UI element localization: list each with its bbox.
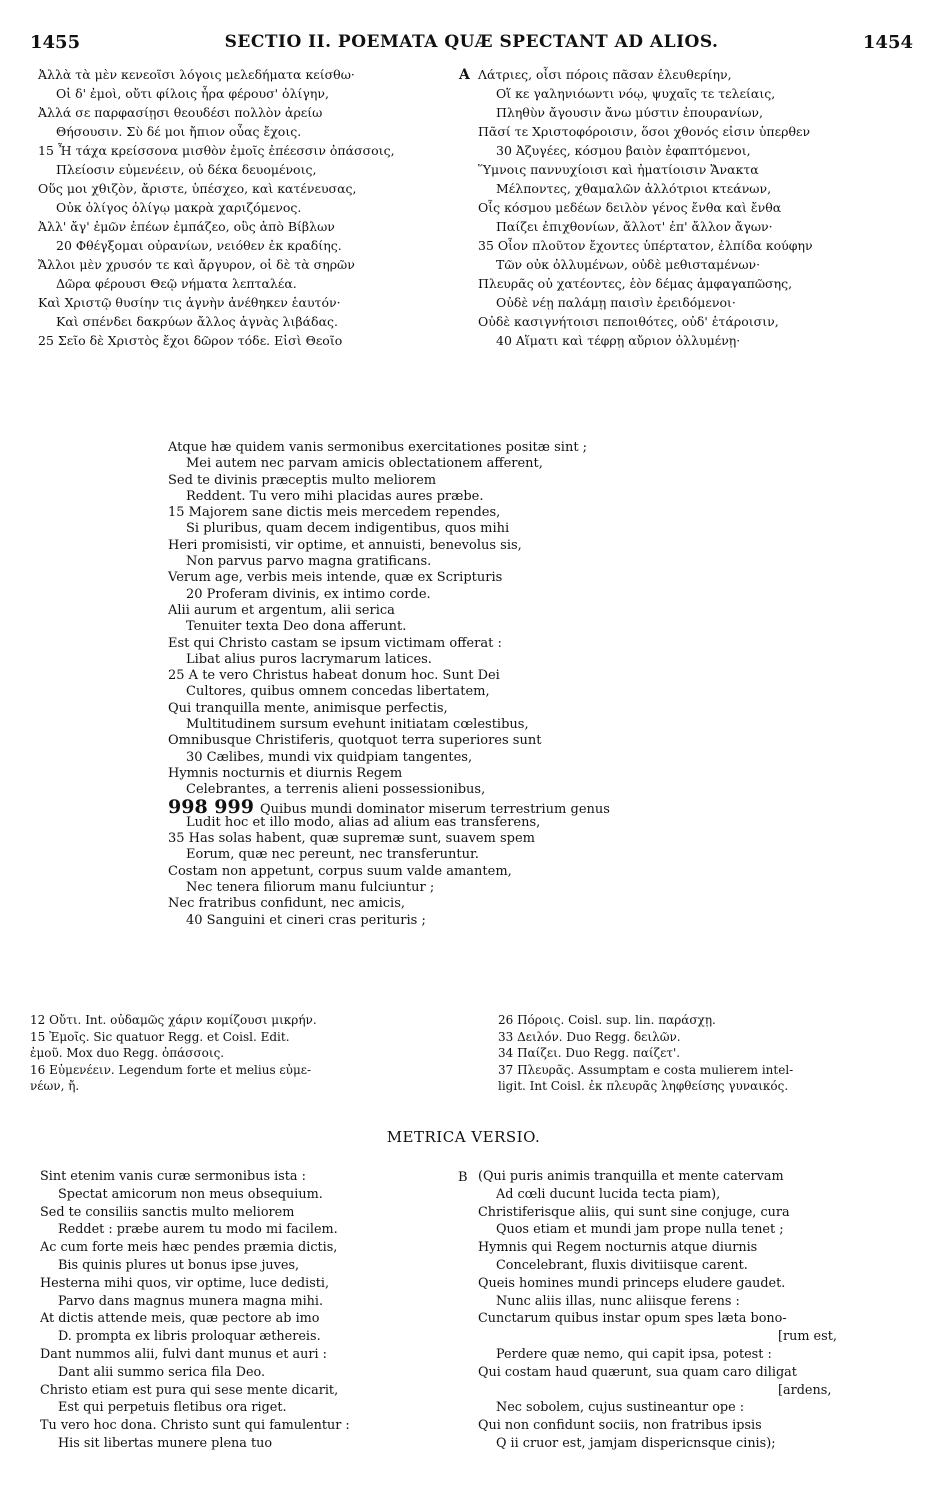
greek-verse-line: Πληθὺν ἄγουσιν ἄνω μύστιν ἐπουρανίων,: [496, 105, 764, 120]
latin-verse-line: 25 A te vero Christus habeat donum hoc. Sunt Dei: [168, 668, 500, 684]
greek-verse-line: Καὶ Χριστῷ θυσίην τις ἁγνὴν ἀνέθηκεν ἑαυτόν·: [38, 295, 341, 310]
footnote-line: 15 Ἐμοῖς. Sic quatuor Regg. et Coisl. Edit.: [30, 1029, 290, 1044]
metrica-verse-line: Nunc aliis illas, nunc aliisque ferens :: [496, 1293, 740, 1309]
page-number-right: 1454: [862, 32, 913, 53]
footnote-line: 26 Πόροις. Coisl. sup. lin. παράσχῃ.: [498, 1013, 716, 1027]
footnote-line: 16 Εὐμενέειν. Legendum forte et melius εὐμε-: [30, 1062, 312, 1077]
metrica-verse-line: [rum est,: [778, 1329, 837, 1345]
metrica-verse-line: Queis homines mundi princeps eludere gaudet.: [478, 1275, 786, 1291]
page-number-left: 1455: [30, 32, 81, 53]
metrica-verse-line: [ardens,: [778, 1382, 832, 1398]
latin-verse-line: Costam non appetunt, corpus suum valde amantem,: [168, 863, 512, 879]
latin-verse-line: 20 Proferam divinis, ex intimo corde.: [186, 586, 431, 602]
latin-verse-line: 30 Cælibes, mundi vix quidpiam tangentes,: [186, 749, 473, 765]
metrica-verse-line: Est qui perpetuis fletibus ora riget.: [58, 1400, 287, 1416]
latin-verse-line: Mei autem nec parvam amicis oblectationem afferent,: [186, 456, 543, 472]
metrica-verse-line: Cunctarum quibus instar opum spes læta bono-: [478, 1311, 787, 1327]
greek-verse-line: Ἄλλοι μὲν χρυσόν τε καὶ ἄργυρον, οἱ δὲ τὰ σηρῶν: [38, 257, 355, 272]
column-marker-a: A: [459, 67, 470, 83]
latin-verse-line: 40 Sanguini et cineri cras perituris ;: [186, 912, 426, 928]
metrica-verse-line: Concelebrant, fluxis divitiisque carent.: [496, 1257, 748, 1273]
greek-verse-line: Ἀλλά σε παρφασίῃσι θεουδέσι πολλὸν ἀρείω: [38, 105, 323, 120]
metrica-verse-line: (Qui puris animis tranquilla et mente catervam: [478, 1169, 784, 1184]
metrica-verse-line: Christo etiam est pura qui sese mente dicarit,: [40, 1382, 339, 1398]
footnotes-right: [498, 1012, 918, 1095]
metrica-verse-line: Dant alii summo serica fila Deo.: [58, 1364, 266, 1380]
greek-verse-line: 35 Οἶον πλοῦτον ἔχοντες ὑπέρτατον, ἐλπίδα κούφην: [478, 238, 813, 253]
metrica-verse-line: Qui costam haud quærunt, sua quam caro diligat: [478, 1364, 797, 1380]
metrica-verse-line: Sed te consiliis sanctis multo meliorem: [40, 1204, 295, 1220]
greek-verse-line: Οὕς μοι χθιζὸν, ἄριστε, ὑπέσχεο, καὶ κατένευσας,: [38, 181, 357, 196]
greek-verse-line: 20 Φθέγξομαι οὐρανίων, νειόθεν ἐκ κραδίης.: [56, 238, 342, 253]
latin-verse-line: 15 Majorem sane dictis meis mercedem rependes,: [168, 505, 501, 521]
metrica-verse-line: Nec sobolem, cujus sustineantur ope :: [496, 1400, 745, 1416]
metrica-verse-line: Hymnis qui Regem nocturnis atque diurnis: [478, 1240, 758, 1256]
metrica-verse-line: Tu vero hoc dona. Christo sunt qui famulentur :: [40, 1418, 350, 1434]
footnote-line: ἐμοῦ. Mox duo Regg. ὀπάσσοις.: [30, 1046, 225, 1060]
footnote-line: νέων, ἤ.: [30, 1079, 80, 1093]
latin-verse-line: Hymnis nocturnis et diurnis Regem: [168, 765, 403, 781]
column-marker-b: B: [458, 1170, 468, 1185]
metrica-verse-line: D. prompta ex libris proloquar æthereis.: [58, 1329, 321, 1345]
latin-verse-line: Atque hæ quidem vanis sermonibus exercitationes positæ sint ;: [168, 440, 588, 455]
metrica-verse-line: Perdere quæ nemo, qui capit ipsa, potest :: [496, 1346, 772, 1362]
latin-verse-line: Si pluribus, quam decem indigentibus, quos mihi: [186, 521, 510, 537]
footnote-line: ligit. Int Coisl. ἐκ πλευρᾶς ληφθείσης γυναικός.: [498, 1079, 789, 1093]
latin-verse-line: Libat alius puros lacrymarum latices.: [186, 651, 432, 667]
footnote-line: 33 Δειλόν. Duo Regg. δειλῶν.: [498, 1029, 681, 1044]
metrica-verse-line: Dant nummos alii, fulvi dant munus et auri :: [40, 1346, 327, 1362]
greek-verse-line: Πλευρᾶς οὐ χατέοντες, ἑὸν δέμας ἀμφαγαπῶσης,: [478, 276, 793, 291]
section-title: SECTIO II. POEMATA QUÆ SPECTANT AD ALIOS.: [224, 32, 719, 52]
greek-verse-line: Οἱ δ' ἐμοὶ, οὔτι φίλοις ἦρα φέρουσ' ὀλίγην,: [56, 86, 329, 101]
greek-verse-line: Οὐδὲ κασιγνήτοισι πεποιθότες, οὐδ' ἑτάροισιν,: [478, 314, 779, 329]
greek-verse-line: Τῶν οὐκ ὀλλυμένων, οὐδὲ μεθισταμένων·: [496, 257, 761, 272]
footnote-line: 34 Παίζει. Duo Regg. παίζετ'.: [498, 1046, 681, 1060]
greek-verse-line: Οἵ κε γαληνιόωντι νόῳ, ψυχαῖς τε τελείαις,: [496, 86, 776, 101]
greek-verse-line: Οἷς κόσμου μεδέων δειλὸν γένος ἔνθα καὶ ἔνθα: [478, 200, 782, 215]
greek-verse-line: Δῶρα φέρουσι Θεῷ νήματα λεπταλέα.: [56, 276, 297, 291]
metrica-verse-line: Ad cœli ducunt lucida tecta piam),: [496, 1186, 721, 1202]
greek-verse-line: 40 Αἵματι καὶ τέφρῃ αὔριον ὀλλυμένῃ·: [496, 333, 741, 348]
latin-verse-line: Tenuiter texta Deo dona afferunt.: [186, 619, 407, 635]
greek-verse-line: 15 Ἦ τάχα κρείσσονα μισθὸν ἐμοῖς ἐπέεσσιν ὀπάσσοις,: [38, 143, 395, 158]
latin-verse-line: Nec tenera filiorum manu fulciuntur ;: [186, 880, 435, 896]
column-page-numbers: 998 999: [168, 795, 254, 818]
latin-translation: [168, 440, 728, 929]
metrica-verse-line: At dictis attende meis, quæ pectore ab imo: [40, 1311, 320, 1327]
latin-verse-line: Qui tranquilla mente, animisque perfectis,: [168, 700, 448, 716]
greek-verse-line: Μέλποντες, χθαμαλῶν ἀλλότριοι κτεάνων,: [496, 181, 772, 196]
latin-verse-line: Cultores, quibus omnem concedas libertatem,: [186, 684, 490, 700]
greek-verse-line: Ἀλλ' ἄγ' ἐμῶν ἐπέων ἐμπάζεο, οὓς ἀπὸ Βίβλων: [38, 219, 335, 234]
metrica-versio-title: METRICA VERSIO.: [386, 1128, 541, 1146]
latin-verse-line: Nec fratribus confidunt, nec amicis,: [168, 896, 406, 912]
footnote-line: 37 Πλευρᾶς. Assumptam e costa mulierem intel-: [498, 1062, 794, 1077]
latin-verse-line: Eorum, quæ nec pereunt, nec transferuntur.: [186, 847, 479, 863]
metrica-verse-line: Parvo dans magnus munera magna mihi.: [58, 1293, 324, 1309]
metrica-verse-line: Reddet : præbe aurem tu modo mi facilem.: [58, 1222, 338, 1238]
latin-verse-line: Alii aurum et argentum, alii serica: [168, 602, 395, 618]
latin-verse-line: Ludit hoc et illo modo, alias ad alium eas transferens,: [186, 814, 541, 830]
latin-verse-line: Verum age, verbis meis intende, quæ ex Scripturis: [168, 570, 503, 586]
greek-verse-line: 25 Σεῖο δὲ Χριστὸς ἔχοι δῶρον τόδε. Εἰσὶ Θεοῖο: [38, 333, 343, 348]
footnote-line: 12 Οὔτι. Int. οὐδαμῶς χάριν κομίζουσι μικρήν.: [30, 1013, 317, 1027]
page-header: [30, 32, 913, 60]
metrica-verse-line: Ac cum forte meis hæc pendes præmia dictis,: [40, 1240, 338, 1256]
greek-verse-line: Πλείοσιν εὐμενέειν, οὐ δέκα δευομένοις,: [56, 162, 317, 177]
metrica-verse-line: Spectat amicorum non meus obsequium.: [58, 1186, 323, 1202]
latin-verse-line: [168, 795, 728, 818]
metrica-verse-line: Christiferisque aliis, qui sunt sine conjuge, cura: [478, 1204, 790, 1220]
greek-text-right-column: [478, 65, 918, 350]
latin-verse-line: Multitudinem sursum evehunt initiatam cœlestibus,: [186, 717, 529, 733]
latin-verse-line: Reddent. Tu vero mihi placidas aures præbe.: [186, 488, 484, 504]
metrica-verse-line: Hesterna mihi quos, vir optime, luce dedisti,: [40, 1275, 330, 1291]
greek-verse-line: Πᾶσί τε Χριστοφόροισιν, ὅσοι χθονός εἰσιν ὑπερθεν: [478, 124, 811, 139]
latin-verse-text: Quibus mundi dominator miserum terrestrium genus: [259, 801, 610, 817]
metrica-verse-line: Q ii cruor est, jamjam dispericnsque cinis);: [496, 1435, 776, 1451]
metrica-verse-line: Qui non confidunt sociis, non fratribus ipsis: [478, 1418, 762, 1434]
metrica-versio-left-column: [40, 1168, 470, 1453]
footnotes-left: [30, 1012, 470, 1095]
metrica-verse-line: His sit libertas munere plena tuo: [58, 1435, 273, 1451]
greek-verse-line: 30 Ἀζυγέες, κόσμου βαιὸν ἐφαπτόμενοι,: [496, 143, 751, 158]
greek-verse-line: Ἀλλὰ τὰ μὲν κενεοῖσι λόγοις μελεδήματα κείσθω·: [38, 67, 355, 82]
metrica-verse-line: Bis quinis plures ut bonus ipse juves,: [58, 1257, 300, 1273]
metrica-verse-line: Quos etiam et mundi jam prope nulla tenet ;: [496, 1222, 784, 1238]
latin-verse-line: 35 Has solas habent, quæ supremæ sunt, suavem spem: [168, 831, 535, 847]
greek-verse-line: Παίζει ἐπιχθονίων, ἄλλοτ' ἐπ' ἄλλον ἄγων·: [496, 219, 773, 234]
greek-verse-line: Οὐδὲ νέῃ παλάμῃ παισὶν ἐρειδόμενοι·: [496, 295, 736, 310]
greek-verse-line: Ὕμνοις παννυχίοισι καὶ ἠματίοισιν Ἄνακτα: [478, 162, 759, 177]
metrica-versio-right-column: [478, 1168, 918, 1453]
latin-verse-line: Non parvus parvo magna gratificans.: [186, 554, 432, 570]
latin-verse-line: Sed te divinis præceptis multo meliorem: [168, 472, 437, 488]
latin-verse-line: Est qui Christo castam se ipsum victimam offerat :: [168, 635, 502, 651]
greek-text-left-column: [38, 65, 478, 350]
greek-verse-line: Λάτριες, οἷσι πόροις πᾶσαν ἐλευθερίην,: [478, 67, 732, 82]
greek-verse-line: Καὶ σπένδει δακρύων ἄλλος ἁγνὰς λιβάδας.: [56, 314, 338, 329]
latin-verse-line: Omnibusque Christiferis, quotquot terra superiores sunt: [168, 733, 542, 749]
metrica-verse-line: Sint etenim vanis curæ sermonibus ista :: [40, 1169, 306, 1184]
latin-verse-line: Celebrantes, a terrenis alieni possessionibus,: [186, 782, 486, 798]
latin-verse-line: Heri promisisti, vir optime, et annuisti, benevolus sis,: [168, 537, 522, 553]
greek-verse-line: Θήσουσιν. Σὺ δέ μοι ἤπιον οὖας ἔχοις.: [56, 124, 302, 139]
greek-verse-line: Οὐκ ὀλίγος ὀλίγῳ μακρὰ χαριζόμενος.: [56, 200, 302, 215]
